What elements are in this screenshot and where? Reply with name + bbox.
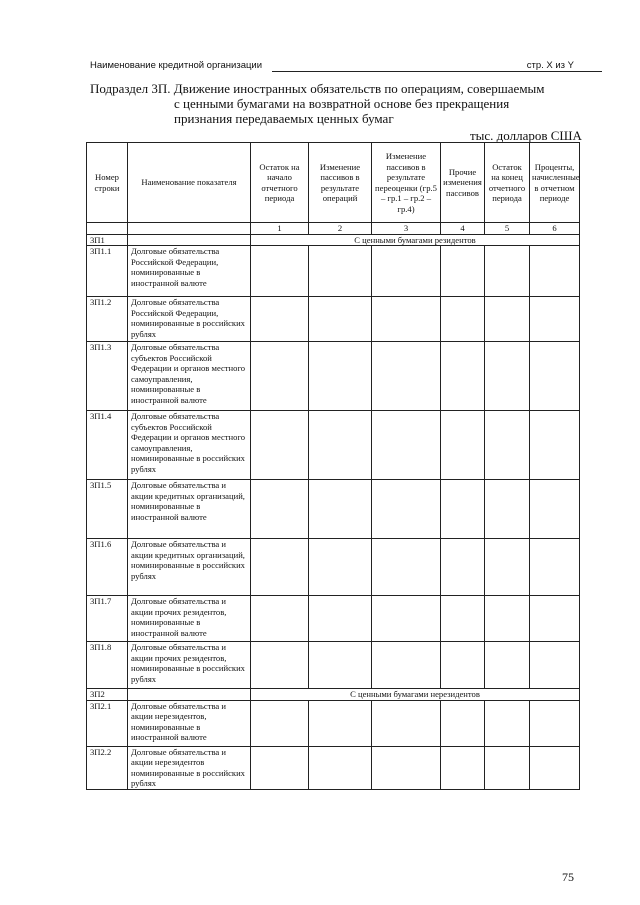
col-header-indicator: Наименование показателя [128, 143, 251, 223]
value-cell-col-4 [441, 700, 485, 746]
page-number: 75 [562, 870, 574, 884]
value-cell-col-5 [485, 746, 530, 789]
value-cell-col-3 [372, 480, 441, 539]
row-code: 3П1.5 [87, 480, 128, 539]
row-code: 3П1.4 [87, 411, 128, 480]
value-cell-col-4 [441, 596, 485, 642]
table-row [87, 342, 580, 411]
table-row [87, 746, 580, 789]
col-header-closing-balance: Остаток на конец отчетного периода [485, 143, 530, 223]
value-cell-col-2 [309, 642, 372, 689]
section-row [87, 234, 580, 246]
table-row [87, 700, 580, 746]
document-header [90, 58, 574, 74]
value-cell-col-2 [309, 596, 372, 642]
col-header-other-changes: Прочие изменения пассивов [441, 143, 485, 223]
value-cell-col-5 [485, 246, 530, 297]
value-cell-col-5 [485, 297, 530, 342]
value-cell-col-6 [530, 411, 580, 480]
table-header-row [87, 143, 580, 223]
row-indicator-name: Долговые обязательства и акции нерезидентов, номинированные в иностранной валюте [128, 700, 251, 746]
value-cell-col-6 [530, 480, 580, 539]
report-table [86, 142, 580, 790]
page-reference: стр. X из Y [526, 60, 574, 71]
col-header-change-operations: Изменение пассивов в результате операций [309, 143, 372, 223]
value-cell-col-3 [372, 297, 441, 342]
row-code: 3П2.2 [87, 746, 128, 789]
section-name-cell [128, 234, 251, 246]
col-header-row-number: Номер строки [87, 143, 128, 223]
row-indicator-name: Долговые обязательства Российской Федерации, номинированные в российских рублях [128, 297, 251, 342]
value-cell-col-5 [485, 411, 530, 480]
value-cell-col-6 [530, 700, 580, 746]
value-cell-col-4 [441, 480, 485, 539]
row-code: 3П1.6 [87, 539, 128, 596]
table-row [87, 297, 580, 342]
value-cell-col-2 [309, 246, 372, 297]
value-cell-col-3 [372, 411, 441, 480]
subsection-title [90, 81, 570, 126]
row-indicator-name: Долговые обязательства субъектов Российской Федерации и органов местного самоуправления, номинированные в иностранной валюте [128, 342, 251, 411]
row-indicator-name: Долговые обязательства и акции нерезидентов номинированные в российских рублях [128, 746, 251, 789]
value-cell-col-6 [530, 746, 580, 789]
value-cell-col-2 [309, 342, 372, 411]
value-cell-col-5 [485, 700, 530, 746]
row-code: 3П1.8 [87, 642, 128, 689]
value-cell-col-2 [309, 411, 372, 480]
value-cell-col-4 [441, 539, 485, 596]
value-cell-col-1 [251, 539, 309, 596]
value-cell-col-4 [441, 411, 485, 480]
value-cell-col-1 [251, 342, 309, 411]
value-cell-col-6 [530, 596, 580, 642]
value-cell-col-2 [309, 539, 372, 596]
value-cell-col-1 [251, 246, 309, 297]
value-cell-col-2 [309, 297, 372, 342]
title-line-2: с ценными бумагами на возвратной основе без прекращения [174, 96, 510, 111]
section-label: С ценными бумагами резидентов [251, 234, 580, 246]
title-line-1: Подраздел 3П. Движение иностранных обязательств по операциям, совершаемым [90, 81, 545, 96]
col-number: 3 [372, 223, 441, 235]
value-cell-col-4 [441, 297, 485, 342]
col-number: 2 [309, 223, 372, 235]
row-indicator-name: Долговые обязательства субъектов Российской Федерации и органов местного самоуправления, номинированные в российских рублях [128, 411, 251, 480]
value-cell-col-5 [485, 642, 530, 689]
col-number: 1 [251, 223, 309, 235]
value-cell-col-2 [309, 480, 372, 539]
value-cell-col-2 [309, 700, 372, 746]
section-code: 3П1 [87, 234, 128, 246]
org-name-label: Наименование кредитной организации [90, 60, 263, 71]
value-cell-col-3 [372, 700, 441, 746]
value-cell-col-4 [441, 342, 485, 411]
value-cell-col-2 [309, 746, 372, 789]
table-row [87, 596, 580, 642]
value-cell-col-1 [251, 297, 309, 342]
row-indicator-name: Долговые обязательства и акции кредитных организаций, номинированные в иностранной валюте [128, 480, 251, 539]
value-cell-col-3 [372, 246, 441, 297]
col-number-blank [128, 223, 251, 235]
value-cell-col-3 [372, 596, 441, 642]
value-cell-col-1 [251, 480, 309, 539]
value-cell-col-3 [372, 342, 441, 411]
value-cell-col-5 [485, 539, 530, 596]
value-cell-col-5 [485, 480, 530, 539]
value-cell-col-1 [251, 746, 309, 789]
col-number: 5 [485, 223, 530, 235]
value-cell-col-5 [485, 596, 530, 642]
section-name-cell [128, 689, 251, 701]
row-code: 3П1.7 [87, 596, 128, 642]
org-name-blank-line [272, 71, 602, 72]
value-cell-col-6 [530, 642, 580, 689]
title-line-3: признания передаваемых ценных бумаг [174, 111, 394, 126]
row-code: 3П1.2 [87, 297, 128, 342]
value-cell-col-4 [441, 642, 485, 689]
value-cell-col-4 [441, 746, 485, 789]
value-cell-col-1 [251, 642, 309, 689]
col-header-opening-balance: Остаток на начало отчетного периода [251, 143, 309, 223]
row-code: 3П1.3 [87, 342, 128, 411]
col-number-blank [87, 223, 128, 235]
row-indicator-name: Долговые обязательства и акции кредитных организаций, номинированные в российских рублях [128, 539, 251, 596]
value-cell-col-1 [251, 700, 309, 746]
section-label: С ценными бумагами нерезидентов [251, 689, 580, 701]
value-cell-col-3 [372, 746, 441, 789]
units-label: тыс. долларов США [470, 128, 582, 143]
table-row [87, 642, 580, 689]
value-cell-col-6 [530, 297, 580, 342]
value-cell-col-4 [441, 246, 485, 297]
section-row [87, 689, 580, 701]
column-number-row [87, 223, 580, 235]
value-cell-col-5 [485, 342, 530, 411]
row-code: 3П2.1 [87, 700, 128, 746]
col-number: 4 [441, 223, 485, 235]
value-cell-col-3 [372, 642, 441, 689]
row-indicator-name: Долговые обязательства Российской Федерации, номинированные в иностранной валюте [128, 246, 251, 297]
row-code: 3П1.1 [87, 246, 128, 297]
table-row [87, 539, 580, 596]
col-number: 6 [530, 223, 580, 235]
col-header-interest-accrued: Проценты, начисленные в отчетном периоде [530, 143, 580, 223]
table-body [87, 234, 580, 789]
col-header-change-revaluation: Изменение пассивов в результате переоценки (гр.5 – гр.1 – гр.2 – гр.4) [372, 143, 441, 223]
row-indicator-name: Долговые обязательства и акции прочих резидентов, номинированные в российских рублях [128, 642, 251, 689]
value-cell-col-1 [251, 411, 309, 480]
section-code: 3П2 [87, 689, 128, 701]
value-cell-col-1 [251, 596, 309, 642]
table-row [87, 411, 580, 480]
value-cell-col-6 [530, 539, 580, 596]
value-cell-col-6 [530, 342, 580, 411]
table-row [87, 246, 580, 297]
value-cell-col-3 [372, 539, 441, 596]
value-cell-col-6 [530, 246, 580, 297]
row-indicator-name: Долговые обязательства и акции прочих резидентов, номинированные в иностранной валюте [128, 596, 251, 642]
table-row [87, 480, 580, 539]
